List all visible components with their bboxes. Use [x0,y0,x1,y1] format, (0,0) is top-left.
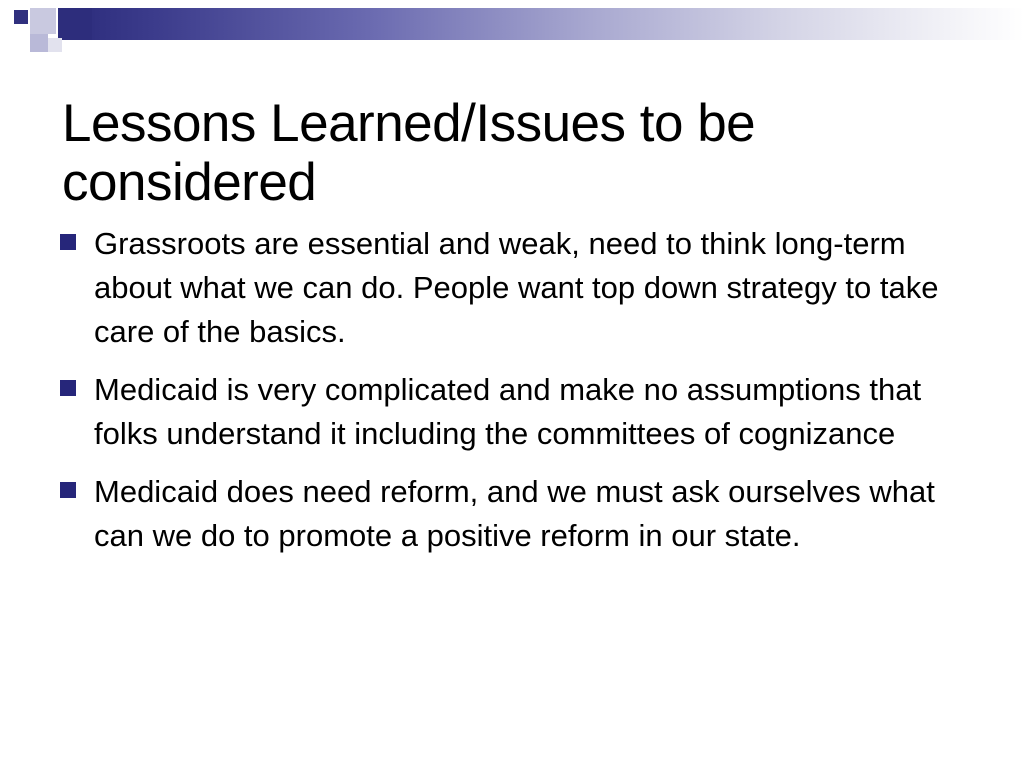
decor-square-2 [30,8,56,34]
decor-square-4 [30,34,48,52]
bullet-square-icon [60,380,76,396]
slide-title: Lessons Learned/Issues to be considered [62,93,756,213]
slide-body [60,222,960,572]
list-item [60,368,960,456]
decor-square-1 [14,10,28,24]
slide-header-decoration [0,0,1024,52]
list-item [60,222,960,354]
list-item [60,470,960,558]
bullet-square-icon [60,482,76,498]
decor-square-3 [58,8,92,40]
gradient-bar [60,8,1024,40]
decor-square-5 [48,38,62,52]
bullet-square-icon [60,234,76,250]
bullet-text: Grassroots are essential and weak, need to think long-term about what we can do. People want top down strategy to take care of the basics. [94,226,939,350]
bullet-text: Medicaid does need reform, and we must ask ourselves what can we do to promote a positive reform in our state. [94,474,935,554]
bullet-text: Medicaid is very complicated and make no assumptions that folks understand it including the committees of cognizance [94,372,922,452]
